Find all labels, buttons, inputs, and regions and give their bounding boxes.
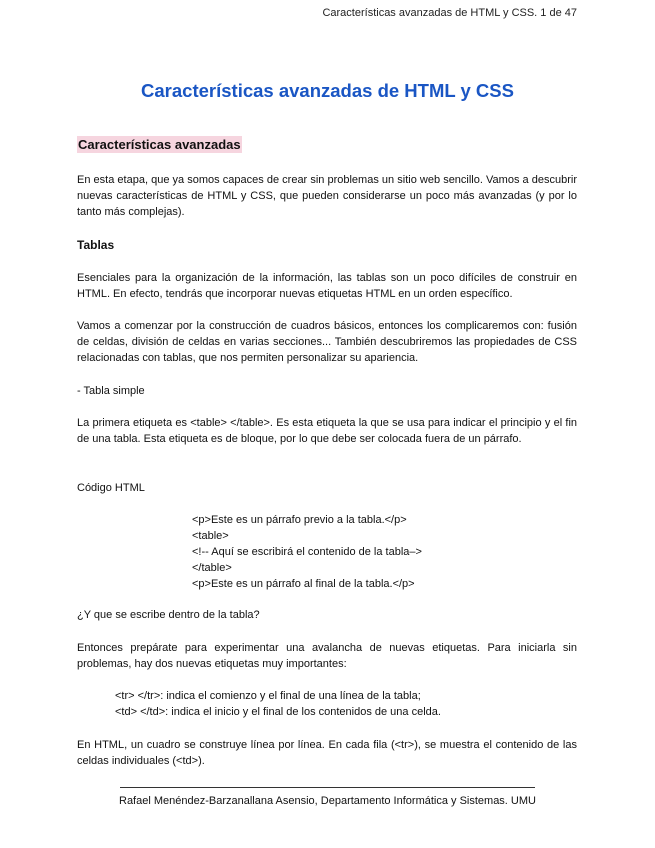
row-by-row-paragraph: En HTML, un cuadro se construye línea por línea. En cada fila (<tr>), se muestra el contenido de las celdas individuales (<td>). [77, 739, 577, 767]
section-heading: Características avanzadas [78, 137, 241, 152]
code-line: <table> [192, 530, 229, 542]
avalanche-paragraph: Entonces prepárate para experimentar una avalancha de nuevas etiquetas. Para iniciarla sin problemas, hay dos nuevas etiquetas muy importantes: [77, 642, 577, 670]
tables-plan-paragraph: Vamos a comenzar por la construcción de cuadros básicos, entonces los complicaremos con: fusión de celdas, división de celdas en varias secciones... También descubriremos las propiedades de CSS relacionadas con tablas, que nos permiten personalizar su apariencia. [77, 320, 577, 364]
tables-heading: Tablas [77, 238, 115, 252]
code-line: <p>Este es un párrafo al final de la tabla.</p> [192, 578, 415, 590]
code-label: Código HTML [77, 482, 145, 494]
page-footer: Rafael Menéndez-Barzanallana Asensio, Departamento Informática y Sistemas. UMU [119, 795, 536, 807]
question-paragraph: ¿Y que se escribe dentro de la tabla? [77, 609, 260, 621]
code-line: </table> [192, 562, 232, 574]
simple-table-label: - Tabla simple [77, 385, 145, 397]
running-header: Características avanzadas de HTML y CSS. 1 de 47 [322, 7, 577, 19]
list-item: <td> </td>: indica el inicio y el final de los contenidos de una celda. [115, 706, 441, 718]
list-item: <tr> </tr>: indica el comienzo y el final de una línea de la tabla; [115, 690, 421, 702]
code-line: <!-- Aquí se escribirá el contenido de la tabla–> [192, 546, 422, 558]
document-title: Características avanzadas de HTML y CSS [141, 80, 514, 101]
tables-intro-paragraph: Esenciales para la organización de la información, las tablas son un poco difíciles de construir en HTML. En efecto, tendrás que incorporar nuevas etiquetas HTML en un orden específico. [77, 272, 577, 300]
code-block [192, 512, 422, 592]
code-line: <p>Este es un párrafo previo a la tabla.</p> [192, 514, 407, 526]
tag-list [115, 688, 441, 720]
intro-paragraph: En esta etapa, que ya somos capaces de crear sin problemas un sitio web sencillo. Vamos a descubrir nuevas características de HTML y CSS, que pueden considerarse un poco más avanzadas (y por lo tanto más complejas). [77, 174, 577, 218]
footer-divider [120, 787, 535, 788]
table-tag-paragraph: La primera etiqueta es <table> </table>. Es esta etiqueta la que se usa para indicar el principio y el fin de una tabla. Esta etiqueta es de bloque, por lo que debe ser colocada fuera de un párrafo. [77, 417, 577, 445]
